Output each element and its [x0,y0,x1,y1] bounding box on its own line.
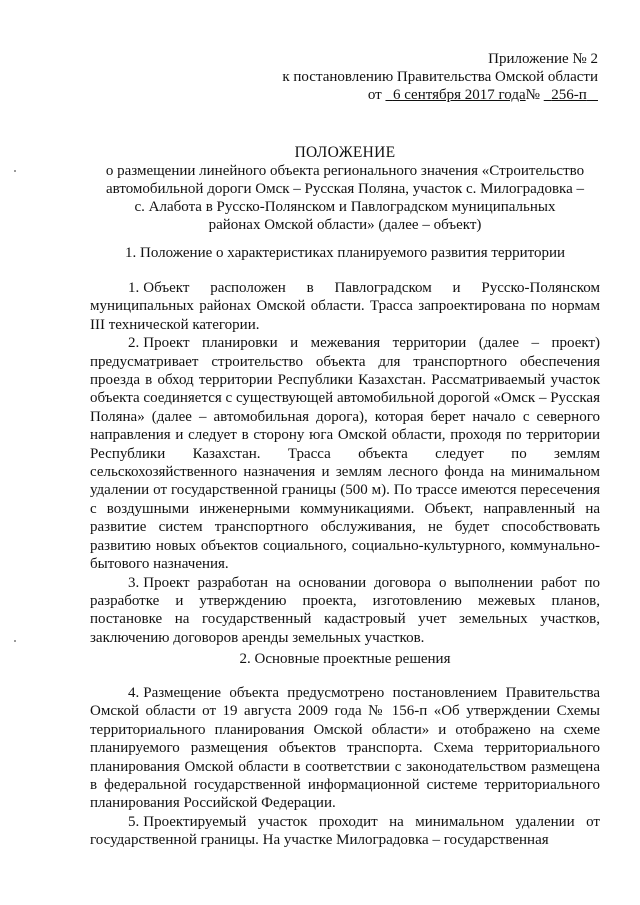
section-heading-1: 1. Положение о характеристиках планируемого развития территории [124,245,566,261]
title-line: автомобильной дороги Омск – Русская Поляна, участок с. Милоградовка – [105,181,585,197]
scan-mark [14,170,16,172]
date-prefix: от [367,87,382,103]
resolution-date-line [250,86,598,104]
paragraph-1: 1. Объект расположен в Павлоградском и Русско-Полянском муниципальных районах Омской области. Трасса запроектирована по нормам III технической категории. [90,280,600,333]
title-line: о размещении линейного объекта регионального значения «Строительство [105,163,585,179]
scan-mark [14,640,16,642]
paragraph-3: 3. Проект разработан на основании договора о выполнении работ по разработке и утверждению проекта, изготовлению межевых планов, постановке на государственный кадастровый учет земельных участков, заключению договоров аренды земельных участков. [90,574,600,646]
paragraph-5: 5. Проектируемый участок проходит на минимальном удалении от государственной границы. На участке Милоградовка – государственная [90,813,600,849]
appendix-number: Приложение № 2 [488,51,598,67]
section-heading-2: 2. Основные проектные решения [239,651,451,667]
appendix-header [250,50,598,104]
title-main: ПОЛОЖЕНИЕ [294,144,396,161]
number-label: № [525,87,540,103]
paragraph-2: 2. Проект планировки и межевания территории (далее – проект) предусматривает строительство объекта для транспортного обеспечения проезда в обход территории Республики Казахстан. Рассматриваемый участок объекта соединяется с существующей автомобильной дорогой «Омск – Русская Поляна» (далее – автомобильная дорога), которая берет начало с северного направления и следует в сторону юга Омской области, проходя по территории Республики Казахстан. Трасса объекта следует по землям сельскохозяйственного назначения и землям лесного фонда на минимальном удалении от государственной границы (500 м). По трассе имеются пересечения с воздушными инженерными коммуникациями. Объект, направленный на развитие систем транспортного обслуживания, не будет способствовать развитию новых объектов социального, социально-культурного, коммунально-бытового назначения. [90,335,600,573]
section-2-body [90,684,600,850]
section-1-body [90,279,600,647]
resolution-reference: к постановлению Правительства Омской области [282,69,598,85]
title-line: с. Алабота в Русско-Полянском и Павлоградском муниципальных [134,199,556,215]
title-line: районах Омской области» (далее – объект) [208,217,482,233]
paragraph-4: 4. Размещение объекта предусмотрено постановлением Правительства Омской области от 19 августа 2009 года № 156-п «Об утверждении Схемы территориального планирования Омской области» и отображено на схеме планируемого размещения объектов транспорта. Схема территориального планирования Омской области в соответствии с законодательством размещена в федеральной государственной информационной системе территориального планирования Российской Федерации. [90,685,600,812]
resolution-number: 256-п [551,87,587,103]
resolution-date: 6 сентября 2017 года [392,87,526,103]
document-title [90,144,600,234]
